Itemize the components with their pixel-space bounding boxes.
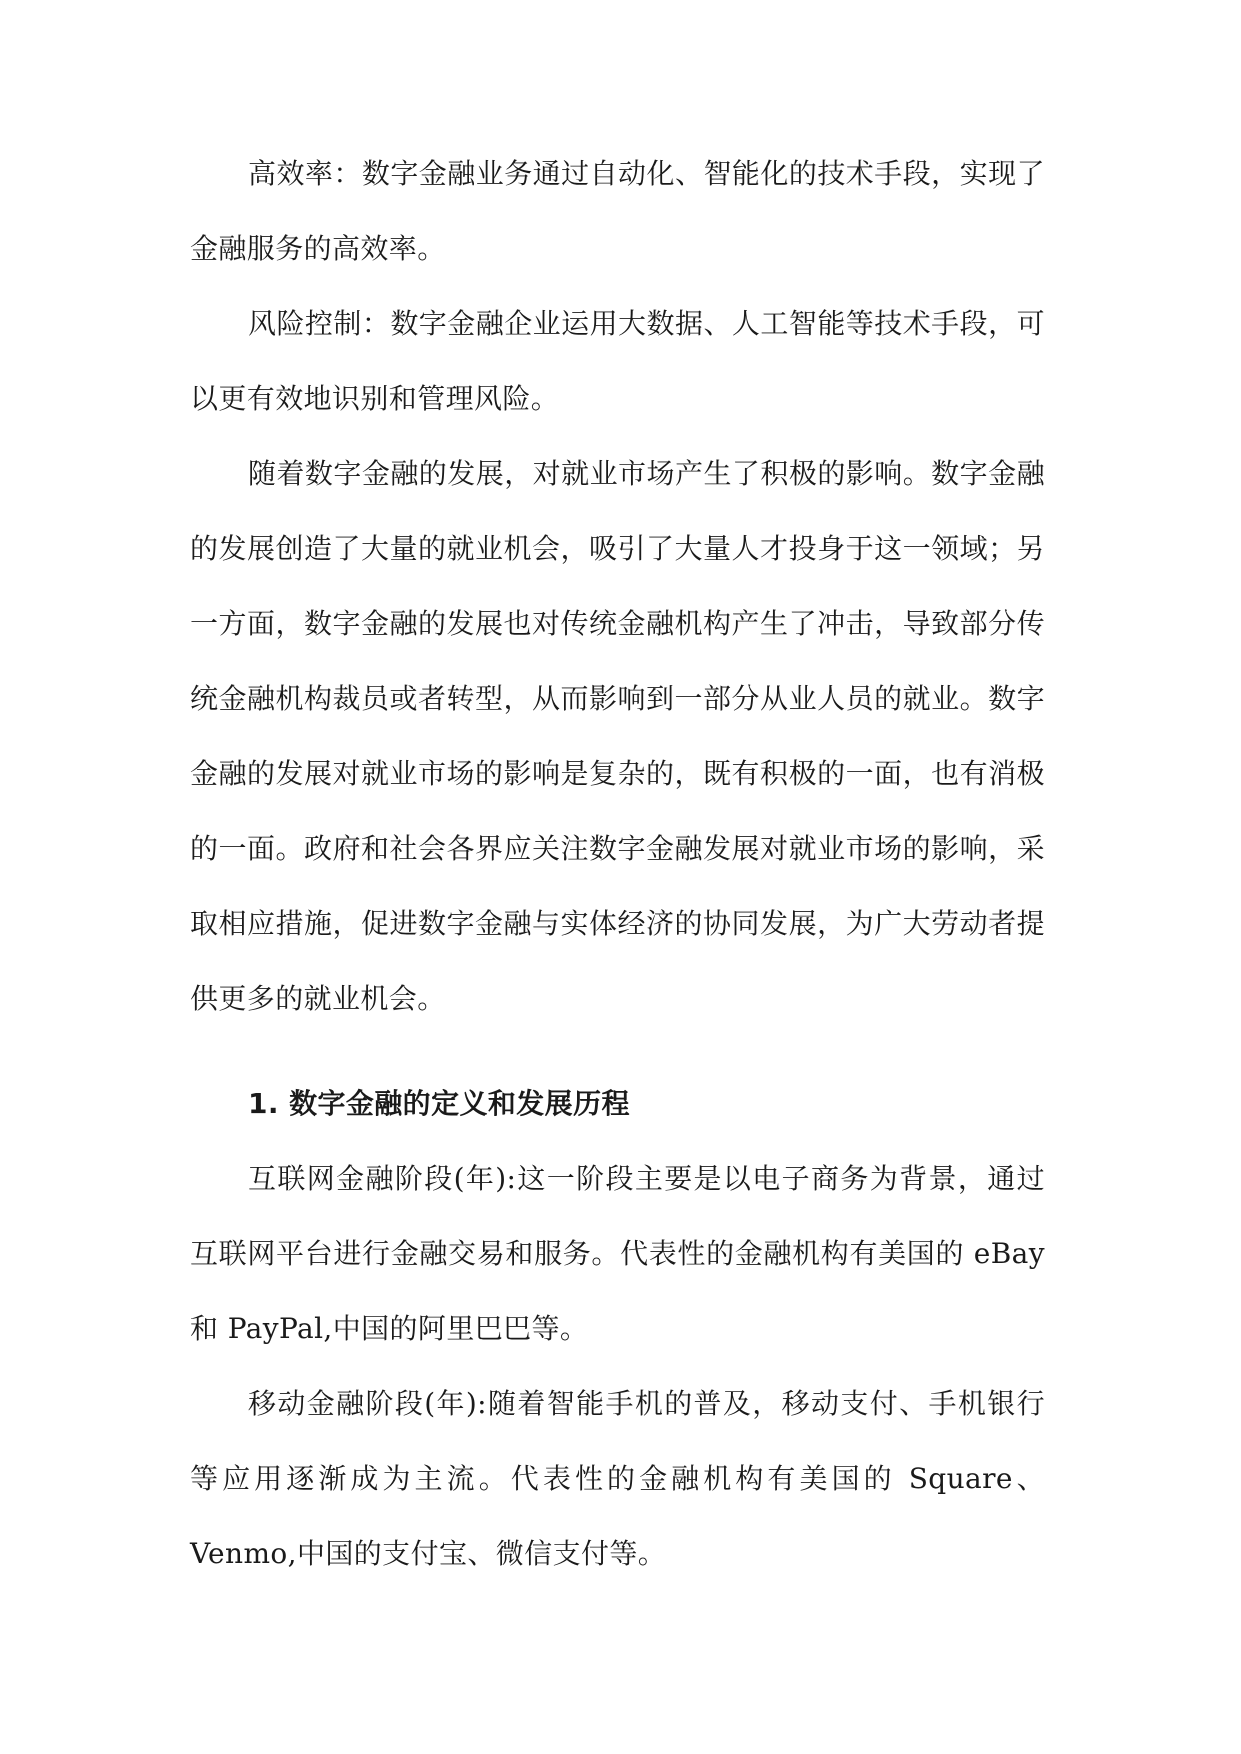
- paragraph-internet-finance-stage: 互联网金融阶段(年):这一阶段主要是以电子商务为背景，通过互联网平台进行金融交易和服务。代表性的金融机构有美国的 eBay 和 PayPal,中国的阿里巴巴等。: [190, 1162, 1045, 1345]
- paragraph-employment-impact: 随着数字金融的发展，对就业市场产生了积极的影响。数字金融的发展创造了大量的就业机会，吸引了大量人才投身于这一领域；另一方面，数字金融的发展也对传统金融机构产生了冲击，导致部分传统金融机构裁员或者转型，从而影响到一部分从业人员的就业。数字金融的发展对就业市场的影响是复杂的，既有积极的一面，也有消极的一面。政府和社会各界应关注数字金融发展对就业市场的影响，采取相应措施，促进数字金融与实体经济的协同发展，为广大劳动者提供更多的就业机会。: [190, 457, 1045, 1015]
- document-body: [190, 136, 1045, 1591]
- paragraph-risk-control: 风险控制：数字金融企业运用大数据、人工智能等技术手段，可以更有效地识别和管理风险。: [190, 307, 1045, 415]
- section-heading: 1. 数字金融的定义和发展历程: [248, 1087, 630, 1120]
- paragraph-mobile-finance-stage: 移动金融阶段(年):随着智能手机的普及，移动支付、手机银行等应用逐渐成为主流。代表性的金融机构有美国的 Square、Venmo,中国的支付宝、微信支付等。: [190, 1387, 1045, 1570]
- paragraph-efficiency: 高效率：数字金融业务通过自动化、智能化的技术手段，实现了金融服务的高效率。: [190, 157, 1045, 265]
